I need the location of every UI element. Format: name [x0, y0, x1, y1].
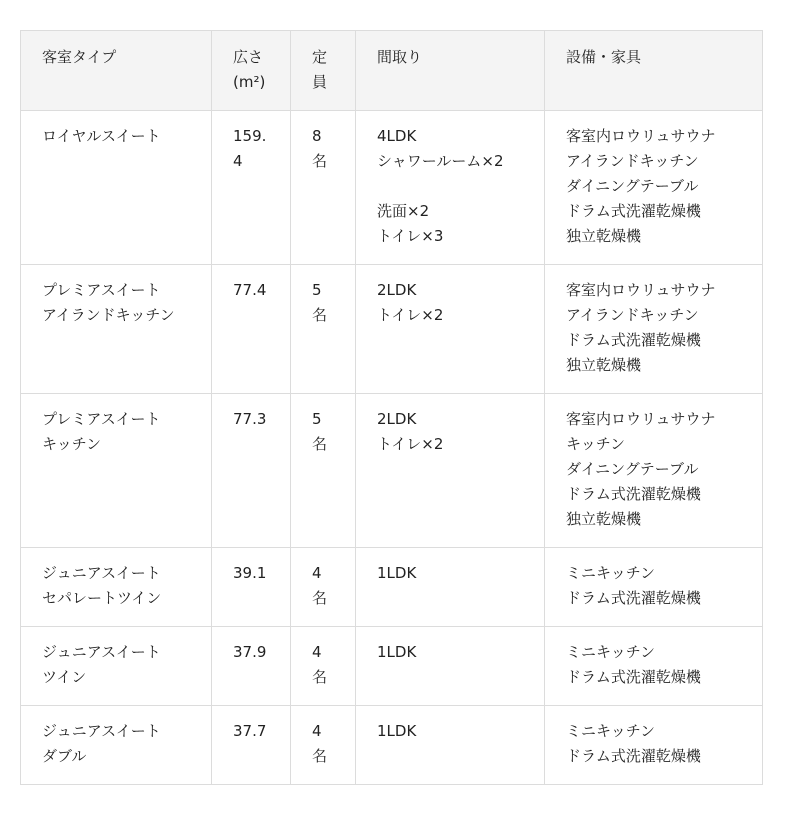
header-row	[21, 31, 763, 111]
cell-size: 159.4	[212, 111, 291, 265]
cell-capacity: 5名	[291, 265, 356, 394]
cell-equipment	[545, 265, 763, 394]
cell-layout	[356, 627, 545, 706]
layout-line: 4LDK	[377, 127, 417, 145]
room-type-line: ジュニアスイート	[42, 564, 161, 582]
cell-room-type	[21, 265, 212, 394]
layout-line: トイレ×2	[377, 306, 444, 324]
cell-layout	[356, 394, 545, 548]
equipment-line: 独立乾燥機	[566, 510, 642, 528]
room-type-line: アイランドキッチン	[42, 306, 175, 324]
cell-room-type	[21, 548, 212, 627]
cell-room-type	[21, 627, 212, 706]
layout-line: トイレ×3	[377, 227, 444, 245]
equipment-line: 客室内ロウリュサウナ	[566, 410, 716, 428]
room-type-table	[20, 30, 763, 785]
equipment-line: 独立乾燥機	[566, 227, 642, 245]
equipment-line: ドラム式洗濯乾燥機	[566, 747, 701, 765]
table-body	[21, 111, 763, 785]
room-type-line: セパレートツイン	[42, 589, 162, 607]
cell-layout	[356, 265, 545, 394]
cell-size: 39.1	[212, 548, 291, 627]
cell-size: 37.7	[212, 706, 291, 785]
equipment-line: キッチン	[566, 435, 625, 453]
equipment-line: 客室内ロウリュサウナ	[566, 281, 716, 299]
cell-capacity: 8名	[291, 111, 356, 265]
layout-line: 2LDK	[377, 281, 417, 299]
room-type-line: プレミアスイート	[42, 281, 161, 299]
cell-room-type	[21, 394, 212, 548]
equipment-line: ドラム式洗濯乾燥機	[566, 668, 701, 686]
cell-equipment	[545, 111, 763, 265]
equipment-line: ドラム式洗濯乾燥機	[566, 485, 701, 503]
table-header	[21, 31, 763, 111]
cell-size: 77.3	[212, 394, 291, 548]
equipment-line: ミニキッチン	[566, 564, 655, 582]
layout-line: 2LDK	[377, 410, 417, 428]
header-equipment: 設備・家具	[545, 31, 763, 111]
equipment-line: 独立乾燥機	[566, 356, 642, 374]
table-row	[21, 265, 763, 394]
cell-capacity: 4名	[291, 627, 356, 706]
cell-layout	[356, 706, 545, 785]
room-type-line: ロイヤルスイート	[42, 127, 161, 145]
cell-size: 77.4	[212, 265, 291, 394]
room-type-line: キッチン	[42, 435, 101, 453]
cell-room-type	[21, 706, 212, 785]
layout-line: 1LDK	[377, 722, 417, 740]
header-size: 広さ(m²)	[212, 31, 291, 111]
cell-capacity: 4名	[291, 706, 356, 785]
cell-room-type	[21, 111, 212, 265]
equipment-line: ミニキッチン	[566, 722, 655, 740]
cell-capacity: 4名	[291, 548, 356, 627]
layout-line: 1LDK	[377, 643, 417, 661]
cell-layout	[356, 111, 545, 265]
room-type-line: ダブル	[42, 747, 87, 765]
header-capacity: 定員	[291, 31, 356, 111]
cell-equipment	[545, 627, 763, 706]
table-row	[21, 627, 763, 706]
equipment-line: ダイニングテーブル	[566, 177, 699, 195]
room-type-line: ジュニアスイート	[42, 722, 161, 740]
equipment-line: ミニキッチン	[566, 643, 655, 661]
cell-size: 37.9	[212, 627, 291, 706]
equipment-line: 客室内ロウリュサウナ	[566, 127, 716, 145]
room-type-line: ジュニアスイート	[42, 643, 161, 661]
cell-equipment	[545, 706, 763, 785]
room-type-line: プレミアスイート	[42, 410, 161, 428]
equipment-line: ドラム式洗濯乾燥機	[566, 202, 701, 220]
layout-line: トイレ×2	[377, 435, 444, 453]
layout-line: 1LDK	[377, 564, 417, 582]
equipment-line: アイランドキッチン	[566, 306, 699, 324]
equipment-line: ドラム式洗濯乾燥機	[566, 331, 701, 349]
table-row	[21, 111, 763, 265]
table-row	[21, 394, 763, 548]
cell-capacity: 5名	[291, 394, 356, 548]
equipment-line: ダイニングテーブル	[566, 460, 699, 478]
equipment-line: ドラム式洗濯乾燥機	[566, 589, 701, 607]
cell-equipment	[545, 394, 763, 548]
table-row	[21, 548, 763, 627]
header-room-type: 客室タイプ	[21, 31, 212, 111]
room-table-container	[20, 30, 762, 785]
layout-line	[377, 174, 524, 199]
layout-line: 洗面×2	[377, 202, 430, 220]
table-row	[21, 706, 763, 785]
layout-line: シャワールーム×2	[377, 152, 504, 170]
cell-layout	[356, 548, 545, 627]
room-type-line: ツイン	[42, 668, 87, 686]
cell-equipment	[545, 548, 763, 627]
header-layout: 間取り	[356, 31, 545, 111]
equipment-line: アイランドキッチン	[566, 152, 699, 170]
